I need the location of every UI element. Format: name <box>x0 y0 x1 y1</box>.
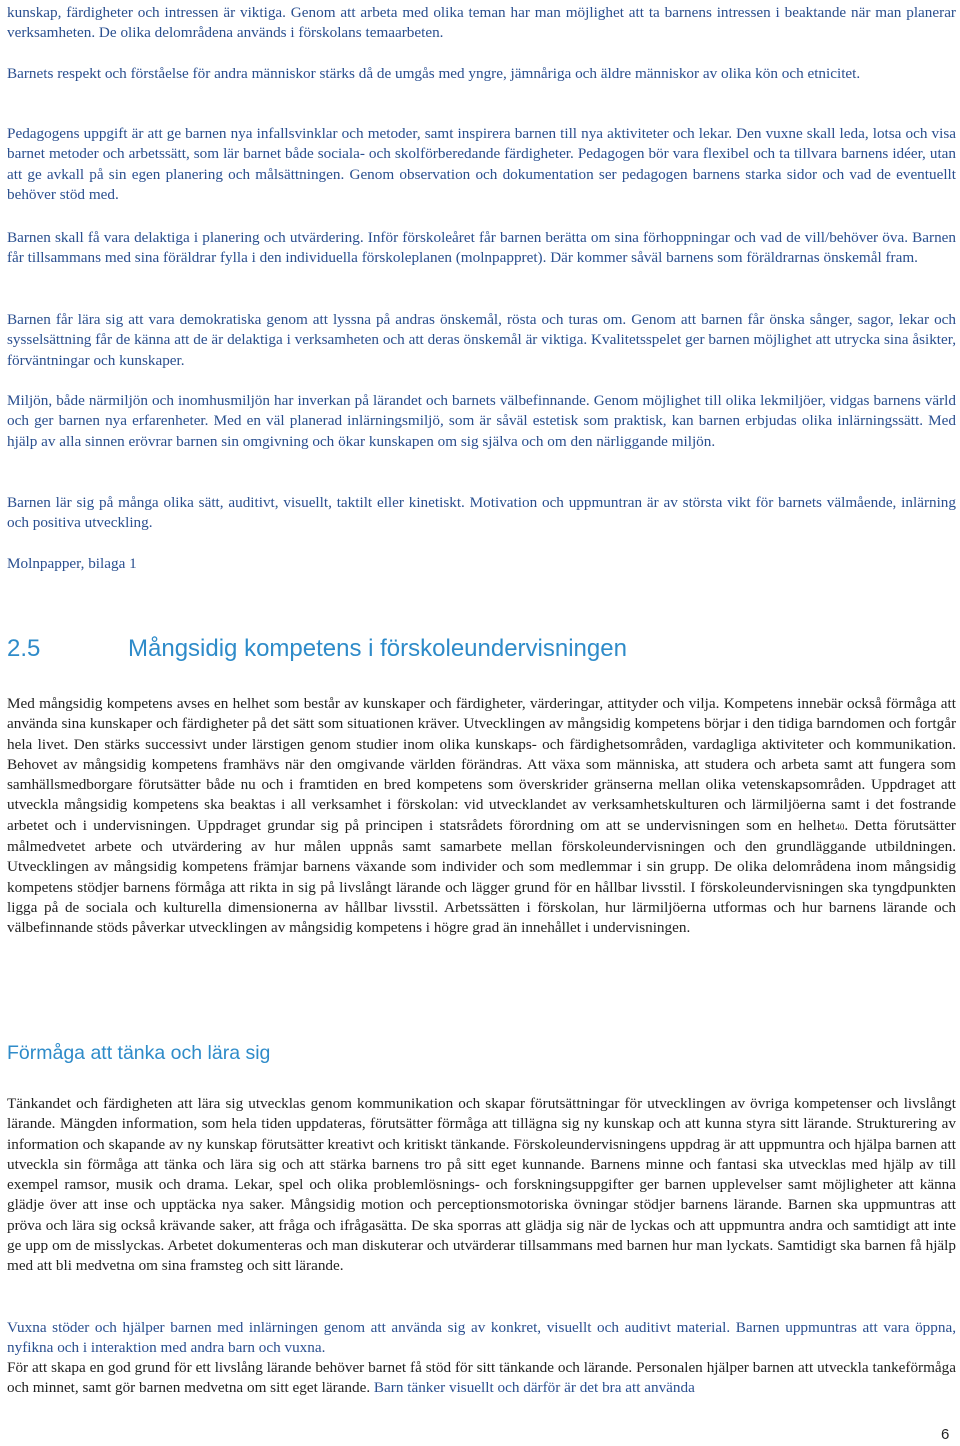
paragraph-miljon <box>7 391 956 452</box>
section-number: 2.5 <box>7 635 41 662</box>
paragraph-text: Barnen skall få vara delaktiga i planering och utvärdering. Inför förskoleåret får barnen berätta om sina förhoppningar och vad de vill/behöver öva. Barnen får tillsammans med sina föräldrar fylla i den individuella förskoleplanen (molnpappret). Där kommer såväl barnens som föräldrarnas önskemål fram. <box>7 229 956 267</box>
paragraph-text: Miljön, både närmiljön och inomhusmiljön har inverkan på lärandet och barnets välbefinnande. Genom möjlighet till olika lekmiljöer, vidgas barnens värld och ger barnen nya erfarenheter. Med en väl planerad inlärningsmiljö, som är såväl estetisk som praktisk, kan barnen erbjudas olika inlärningssätt. Med hjälp av alla sinnen erövrar barnen sin omgivning och ökar kunskapen om sig själva och om den närliggande miljön. <box>7 392 956 450</box>
paragraph-text: Tänkandet och färdigheten att lära sig utvecklas genom kommunikation och skapar förutsättningar för utvecklingen av övriga kompetenser och livslångt lärande. Mängden information, som hela tiden uppdateras, förutsätter förmåga att tillägna sig ny kunskap och att kunna styra sitt lärande. Strukturering av information och skapande av ny kunskap förutsätter kreativt och kritiskt tänkande. Förskoleundervisningens uppdrag är att uppmuntra och hjälpa barnen att utveckla sin förmåga att tänka och lära sig och att stärka barnens tro på sitt eget kunnande. Barnens minne och fantasi ska utvecklas med hjälp av till exempel ramsor, musik och drama. Lekar, spel och olika problemlösnings- och forskningsuppgifter ger barnen upplevelser samt möjligheter att känna glädje över att inse och upptäcka nya saker. Mångsidig motion och perceptionsmotoriska övningar stödjer barnens lärande. Barnen ska uppmuntras att pröva och lära sig också krävande saker, att fråga och ifrågasätta. De ska sporras att glädja sig när de lyckas och att uppmuntra andra och samtidigt att inte ge upp om de misslyckas. Arbetet dokumenteras och man diskuterar och utvärderar tillsammans med barnen hur man lyckats. Samtidigt ska barnen få hjälp med att bli medvetna om sina framsteg och sitt lärande. <box>7 1095 956 1275</box>
section-heading <box>7 633 627 665</box>
paragraph-respekt <box>7 64 956 84</box>
paragraph-pedagogens-uppgift <box>7 124 956 205</box>
paragraph-lar-sig <box>7 493 956 534</box>
paragraph-demokratiska <box>7 310 956 371</box>
paragraph-molnpapper <box>7 554 956 574</box>
paragraph-tema <box>7 3 956 44</box>
subsection-title: Förmåga att tänka och lära sig <box>7 1042 271 1064</box>
paragraph-text: Vuxna stöder och hjälper barnen med inlärningen genom att använda sig av konkret, visuellt och auditivt material. Barnen uppmuntras att vara öppna, nyfikna och i interaktion med andra barn och vuxna. <box>7 1319 956 1357</box>
page-number: 6 <box>941 1426 950 1443</box>
paragraph-text: Barnen lär sig på många olika sätt, auditivt, visuellt, taktilt eller kinetiskt. Motivation och uppmuntran är av största vikt för barnets välmående, inlärning och positiva utveckling. <box>7 494 956 532</box>
paragraph-vuxna-stoder <box>7 1318 956 1359</box>
paragraph-text: Barnen får lära sig att vara demokratiska genom att lyssna på andras önskemål, rösta och turas om. Genom att barnen får önska sånger, sagor, lekar och sysselsättning får de känna att de är delaktiga i verksamheten och att deras önskemål är viktiga. Kvalitetsspelet ger barnen möjlighet att utrycka sina åsikter, förväntningar och kunskaper. <box>7 311 956 369</box>
paragraph-text: . Detta förutsätter målmedvetet arbete och utvärdering av hur målen uppnås samt samarbete mellan förskoleundervisningen och den grundläggande utbildningen. Utvecklingen av mångsidig kompetens främjar barnens växande som individer och som medlemmar i sin grupp. De olika delområdena inom mångsidig kompetens stödjer barnens förmåga att rikta in sig på livslångt lärande och lägger grund för en hållbar livsstil. I förskoleundervisningen ska tyngdpunkten ligga på de sociala och kulturella dimensionerna av hållbar livsstil. Arbetssätten i förskolan, hur lärmiljöerna utformas och hur barnens lärande och välbefinnande stöds påverkar utvecklingen av mångsidig kompetens i högre grad än innehållet i undervisningen. <box>7 816 956 937</box>
paragraph-text-blue: Barn tänker visuellt och därför är det bra att använda <box>370 1379 695 1397</box>
paragraph-mangsidig-kompetens <box>7 694 956 939</box>
section-title: Mångsidig kompetens i förskoleundervisningen <box>128 635 627 662</box>
paragraph-livslangt-larande <box>7 1358 956 1399</box>
paragraph-text: Pedagogens uppgift är att ge barnen nya infallsvinklar och metoder, samt inspirera barnen till nya aktiviteter och lekar. Den vuxne skall leda, lotsa och visa barnet metoder och arbetssätt, som lär barnet både sociala- och skolförberedande färdigheter. Pedagogen bör vara flexibel och ta tillvara barnens idéer, utan att ge avkall på sin egen planering och målsättningen. Genom observation och dokumentation ser pedagogen barnens starka sidor och vad de eventuellt behöver stöd med. <box>7 125 956 203</box>
paragraph-text: kunskap, färdigheter och intressen är viktiga. Genom att arbeta med olika teman har man möjlighet att ta barnens intressen i beaktande när man planerar verksamheten. De olika delområdena används i förskolans temaarbeten. <box>7 4 956 42</box>
paragraph-text: Barnets respekt och förståelse för andra människor stärks då de umgås med yngre, jämnåriga och äldre människor av olika kön och etnicitet. <box>7 65 861 82</box>
footnote-reference: 40 <box>835 821 845 832</box>
paragraph-tanka-och-lara <box>7 1094 956 1277</box>
paragraph-text: Molnpapper, bilaga 1 <box>7 555 137 572</box>
subsection-heading <box>7 1040 270 1066</box>
paragraph-text: Med mångsidig kompetens avses en helhet som består av kunskaper och färdigheter, värderingar, attityder och vilja. Kompetens innebär också förmåga att använda sina kunskaper och färdigheter på det sätt som situationen kräver. Utvecklingen av mångsidig kompetens börjar i den tidiga barndomen och fortgår hela livet. Den stärks successivt under lärstigen genom studier inom olika kunskaps- och färdighetsområden, vardagliga aktiviteter och kommunikation. Behovet av mångsidig kompetens framhävs när den omgivande världen förändras. Att växa som människa, att studera och arbeta samt att fungera som samhällsmedborgare förutsätter både nu och i framtiden en bred kompetens som överskrider gränserna mellan olika vetenskapsområden. Uppdraget att utveckla mångsidig kompetens ska beaktas i all verksamhet i förskolan: vid utvecklandet av verksamhetskulturen och lärmiljöerna samt i det fostrande arbetet och i undervisningen. Uppdraget grundar sig på principen i statsrådets förordning om att se undervisningen som en helhet <box>7 695 956 834</box>
paragraph-delaktiga <box>7 228 956 269</box>
paragraph-text: För att skapa en god grund för ett livslång lärande behöver barnet få stöd för sitt tänkande och lärande. Personalen hjälper barnen att utveckla tankeförmåga och minnet, samt gör barnen medvetna om sitt eget lärande. <box>7 1359 956 1397</box>
